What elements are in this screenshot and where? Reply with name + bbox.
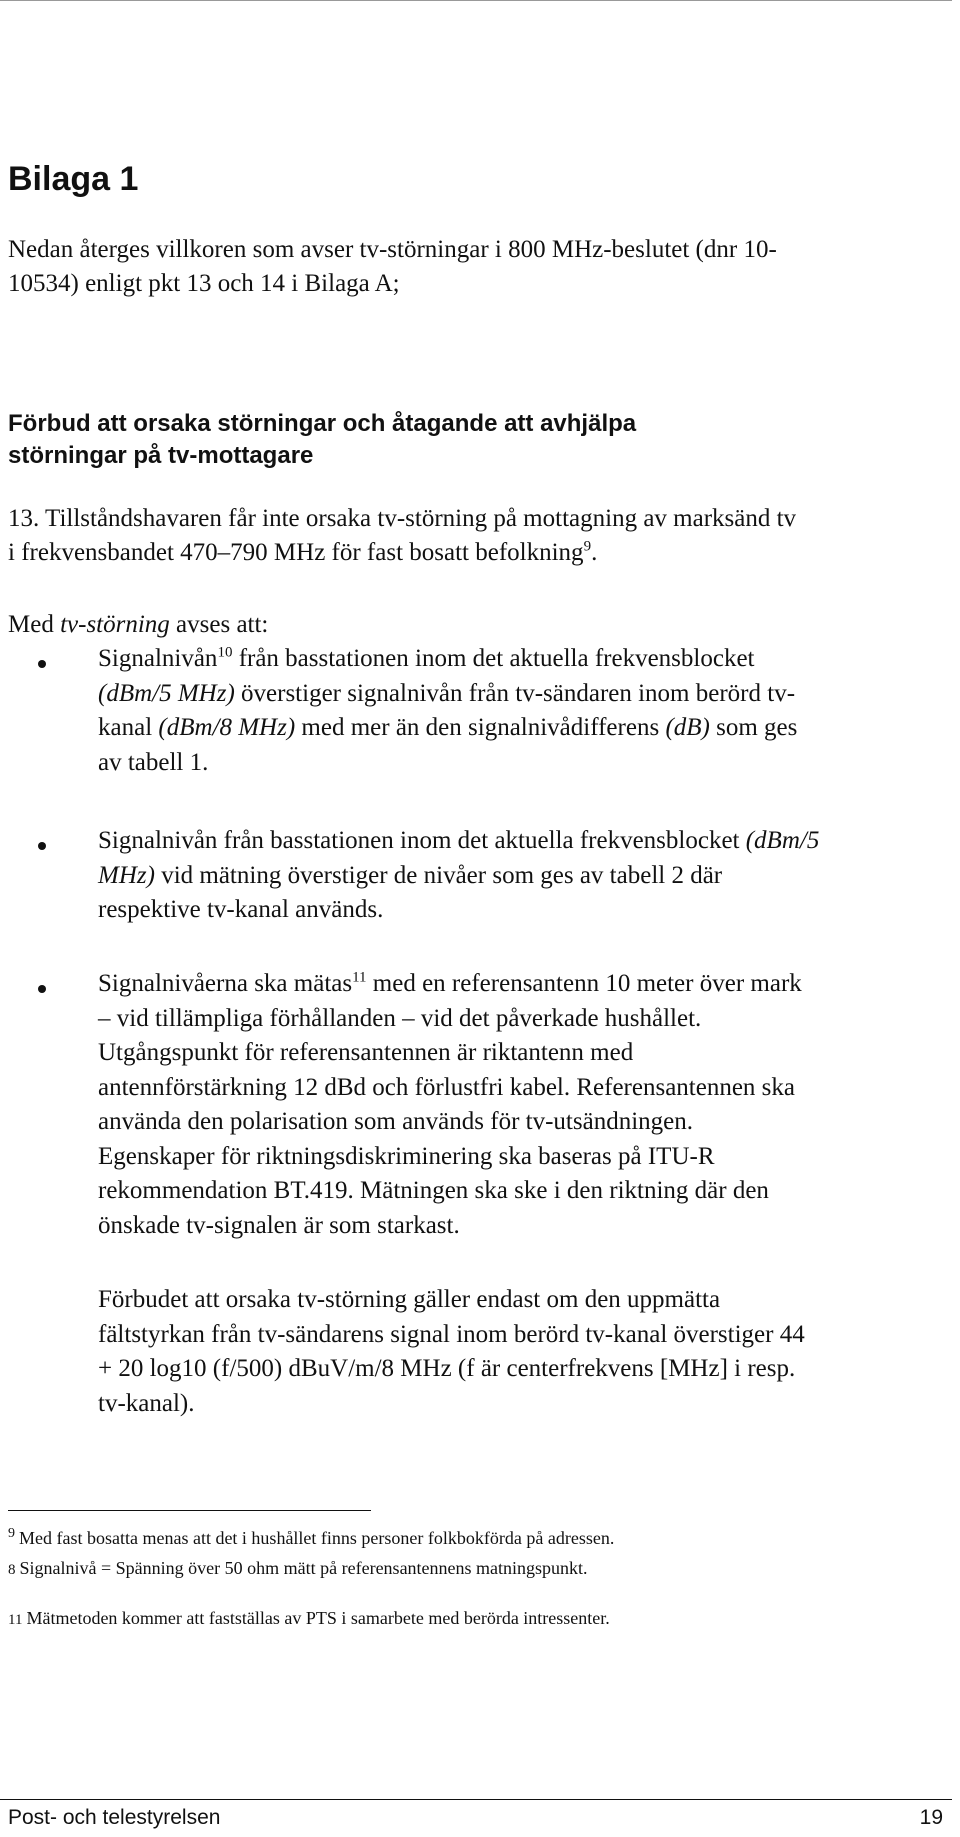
top-rule [0,0,952,1]
term-tv-storning: tv-störning [60,611,170,638]
para13-line-2: i frekvensbandet 470–790 MHz för fast bosatt befolkning$^9$. [8,538,598,566]
intro-paragraph [8,233,777,301]
bullet-3-dot [38,985,46,993]
bullet-1-dot [38,660,46,668]
section-title-line-2: störningar på tv-mottagare [8,442,314,469]
footnote-separator [8,1510,371,1511]
footnote-8: 8 Signalnivå = Spänning över 50 ohm mätt på referensantennens matningspunkt. [8,1558,588,1578]
page-number: 19 [919,1806,943,1829]
footnote-ref-11: 11 [352,969,367,986]
paragraph-13 [8,502,796,570]
intro-line-2: 10534) enligt pkt 13 och 14 i Bilaga A; [8,270,400,297]
footnote-ref-9: 9 [583,538,592,555]
bullet-2-text: Signalnivån från basstationen inom det aktuella frekvensblocket (dBm/5 MHz) vid mätning överstiger de nivåer som ges av tabell 2 där respektive tv-kanal används. [98,827,820,923]
footnote-9: $^9$ Med fast bosatta menas att det i hushållet finns personer folkbokförda på adressen. [8,1526,615,1548]
para13-line-1: 13. Tillståndshavaren får inte orsaka tv-störning på mottagning av marksänd tv [8,505,797,532]
page-heading: Bilaga 1 [8,160,139,198]
section-title-line-1: Förbud att orsaka störningar och åtagande att avhjälpa [8,410,637,437]
bullet-2-dot [38,842,46,850]
bullet-1-text: Signalnivån$^{10}$ från basstationen inom det aktuella frekvensblocket (dBm/5 MHz) överstiger signalnivån från tv-sändaren inom berörd tv- kanal (dBm/8 MHz) med mer än den signalnivådifferens (dB) som ges av tabell 1. [98,644,798,776]
footer-rule [0,1799,952,1800]
footnote-ref-10: 10 [217,644,233,661]
med-tv-storning-line: Med tv-störning avses att: [8,611,269,638]
section-title [8,408,636,472]
footer-publisher: Post- och telestyrelsen [8,1806,221,1829]
footnote-11: 11 Mätmetoden kommer att fastställas av PTS i samarbete med berörda intressenter. [8,1608,610,1628]
forbud-paragraph: Förbudet att orsaka tv-störning gäller endast om den uppmätta fältstyrkan från tv-sändarens signal inom berörd tv-kanal överstiger 44 + 20 log10 (f/500) dBuV/m/8 MHz (f är centerfrekvens [MHz] i resp. tv-kanal). [98,1286,805,1417]
intro-line-1: Nedan återges villkoren som avser tv-störningar i 800 MHz-beslutet (dnr 10- [8,236,777,263]
bullet-3-text: Signalnivåerna ska mätas$^{11}$ med en referensantenn 10 meter över mark – vid tillämpliga förhållanden – vid det påverkade hushållet. Utgångspunkt för referensantennen är riktantenn med antennförstärkning 12 dBd och förlustfri kabel. Referensantennen ska använda den polarisation som används för tv-utsändningen. Egenskaper för riktningsdiskriminering ska baseras på ITU-R rekommendation BT.419. Mätningen ska ske i den riktning där den önskade tv-signalen är som starkast. [98,969,802,1239]
